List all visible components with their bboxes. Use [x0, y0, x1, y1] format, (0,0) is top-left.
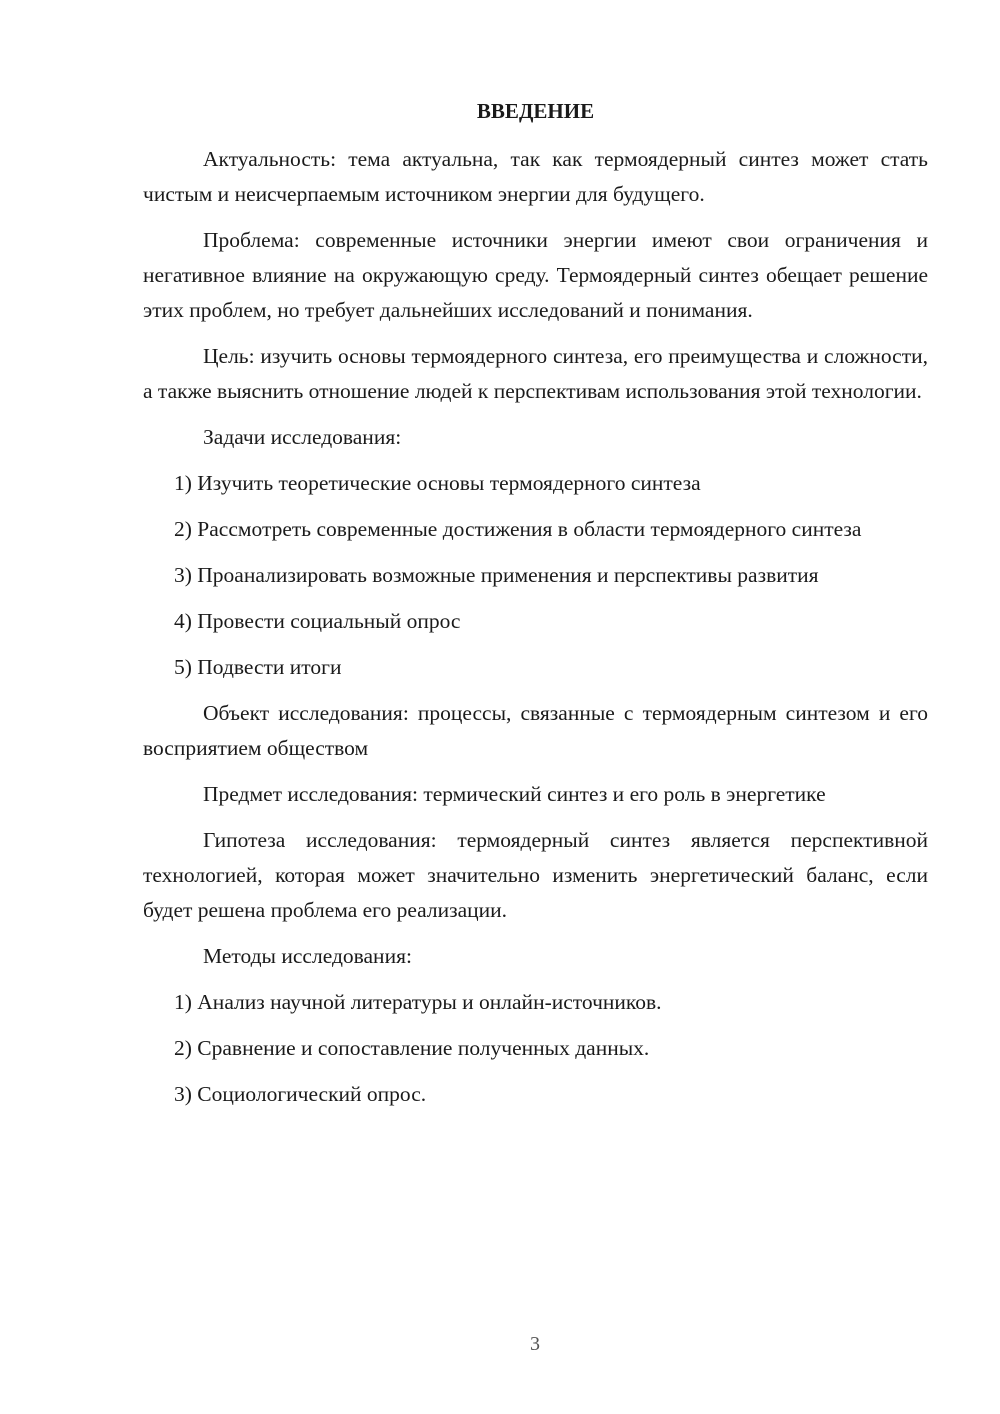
tasks-heading: Задачи исследования:: [203, 425, 402, 449]
task-item: 4) Провести социальный опрос: [174, 609, 461, 633]
method-item: 1) Анализ научной литературы и онлайн-источников.: [174, 990, 662, 1014]
object-paragraph: Объект исследования: процессы, связанные с термоядерным синтезом и его восприятием обществом: [143, 701, 928, 760]
methods-heading: Методы исследования:: [203, 944, 412, 968]
problem-paragraph: Проблема: современные источники энергии имеют свои ограничения и негативное влияние на окружающую среду. Термоядерный синтез обещает решение этих проблем, но требует дальнейших исследований и понимания.: [143, 228, 928, 322]
method-item: 3) Социологический опрос.: [174, 1082, 427, 1106]
section-title: ВВЕДЕНИЕ: [476, 99, 595, 123]
task-item: 1) Изучить теоретические основы термоядерного синтеза: [174, 471, 701, 495]
task-item: 2) Рассмотреть современные достижения в области термоядерного синтеза: [174, 517, 862, 541]
page-number: 3: [530, 1333, 540, 1355]
method-item: 2) Сравнение и сопоставление полученных данных.: [174, 1036, 650, 1060]
subject-paragraph: Предмет исследования: термический синтез и его роль в энергетике: [203, 782, 826, 806]
hypothesis-paragraph: Гипотеза исследования: термоядерный синтез является перспективной технологией, которая может значительно изменить энергетический баланс, если будет решена проблема его реализации.: [143, 828, 928, 922]
goal-paragraph: Цель: изучить основы термоядерного синтеза, его преимущества и сложности, а также выяснить отношение людей к перспективам использования этой технологии.: [143, 344, 928, 403]
document-page: [143, 96, 928, 1123]
relevance-paragraph: Актуальность: тема актуальна, так как термоядерный синтез может стать чистым и неисчерпаемым источником энергии для будущего.: [143, 147, 928, 206]
task-item: 5) Подвести итоги: [174, 655, 342, 679]
task-item: 3) Проанализировать возможные применения и перспективы развития: [174, 563, 819, 587]
